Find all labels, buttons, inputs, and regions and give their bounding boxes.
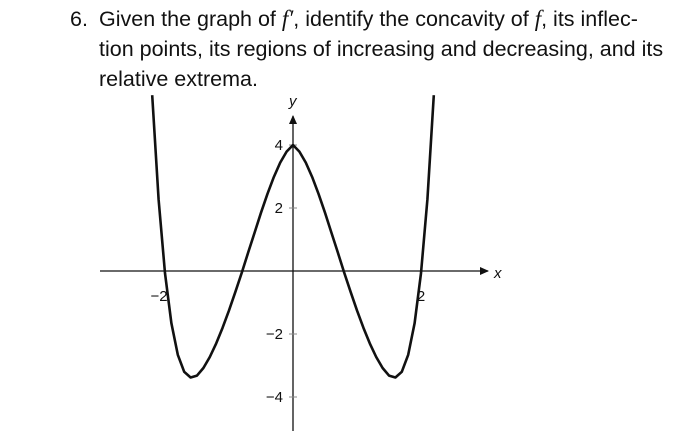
y-tick-label: 4 <box>274 137 283 154</box>
y-tick-label: 2 <box>274 200 283 217</box>
x-tick-label: 2 <box>416 288 426 305</box>
f-symbol: f <box>534 6 542 31</box>
problem-text-part: , identify the concavity of <box>293 7 535 31</box>
problem-text-line-3: relative extrema. <box>99 67 258 91</box>
x-tick-label: −2 <box>150 288 168 305</box>
problem-text-line-2: tion points, its regions of increasing and decreasing, and its <box>99 37 664 61</box>
problem-number: 6. <box>70 7 88 31</box>
problem-text-part: Given the graph of <box>99 7 282 31</box>
y-axis-label: y <box>289 93 297 110</box>
y-tick-label: −4 <box>265 389 283 406</box>
f-prime-symbol: f′ <box>281 6 294 31</box>
x-axis-label: x <box>494 265 502 282</box>
y-tick-label: −2 <box>265 326 283 343</box>
problem-text-part: , its inflec- <box>541 7 638 31</box>
